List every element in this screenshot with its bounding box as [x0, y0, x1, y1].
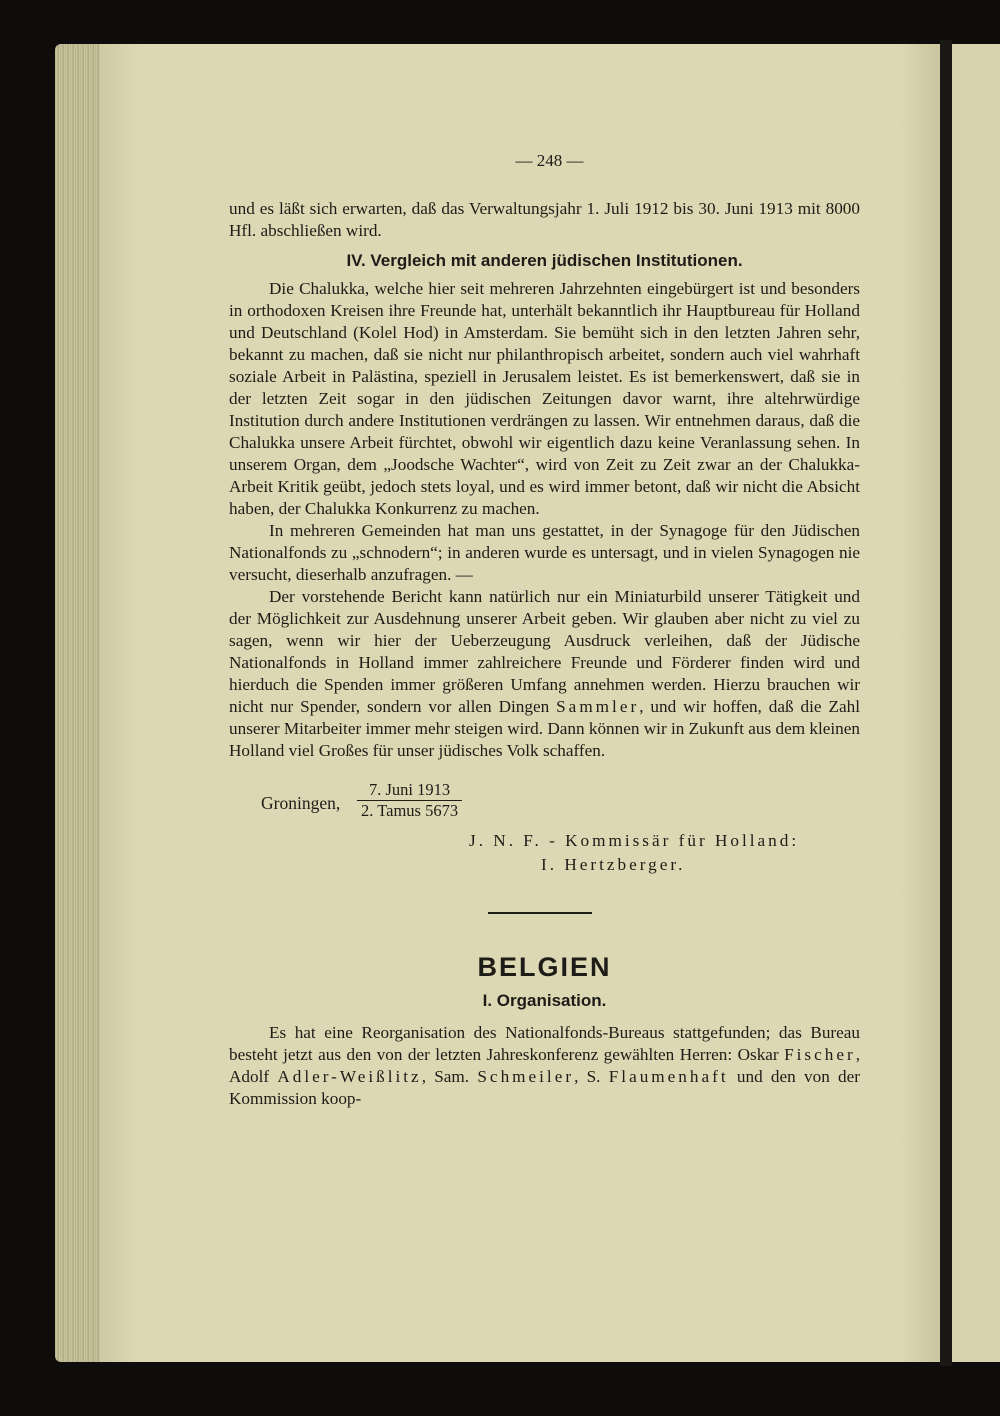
- signer-title: J. N. F. - Kommissär für Holland:: [469, 831, 800, 850]
- paragraph-text: , Adolf: [229, 1045, 860, 1086]
- page-content: [229, 150, 860, 1110]
- paragraph-conclusion: [229, 586, 860, 762]
- paragraph-text: , S.: [574, 1067, 609, 1086]
- book-gutter: [940, 40, 952, 1366]
- signer-name: I. Hertzberger.: [541, 855, 686, 874]
- paragraph-text: , und wir hoffen, daß die Zahl unserer Mitarbeiter immer mehr steigen wird. Dann können wir in Zukunft aus dem kleinen Holland viel Großes für unser jüdisches Volk schaffen.: [229, 697, 860, 760]
- section-heading: IV. Vergleich mit anderen jüdischen Institutionen.: [346, 251, 743, 270]
- country-heading: BELGIEN: [477, 952, 612, 982]
- signature-place: Groningen,: [261, 793, 341, 813]
- facing-page-edge: [952, 44, 1000, 1362]
- organ-name: „Joodsche Wachter“: [383, 455, 525, 474]
- date-fraction: [357, 780, 462, 821]
- date-hebrew: 2. Tamus 5673: [357, 800, 462, 821]
- person-name: Flaumenhaft: [608, 1067, 729, 1086]
- paragraph-text: Es hat eine Reorganisation des Nationalfonds-Bureaus stattgefunden; das Bureau besteht jetzt aus den von der letzten Jahreskonferenz gewählten Herren: Oskar: [229, 1023, 860, 1064]
- person-name: Schmeiler: [477, 1067, 575, 1086]
- section-divider: [488, 912, 592, 914]
- paragraph-text: , wird von Zeit zu Zeit zwar an der Chalukka-Arbeit Kritik geübt, jedoch stets loyal, und es wird immer betont, daß wir nicht die Absicht haben, der Chalukka Konkurrenz zu machen.: [229, 455, 860, 518]
- emphasis-sammler: Sammler: [556, 697, 640, 716]
- paragraph-text: , Sam.: [421, 1067, 478, 1086]
- page-number: — 248 —: [515, 151, 584, 170]
- paragraph-synagogues: In mehreren Gemeinden hat man uns gestattet, in der Synagoge für den Jüdischen Nationalfonds zu „schnodern“; in anderen wurde es untersagt, und in vielen Synagogen nie versucht, dieserhalb anzufragen. —: [229, 521, 860, 584]
- paragraph-belgium: [229, 1022, 860, 1110]
- date-gregorian: 7. Juni 1913: [368, 780, 451, 799]
- paragraph-text: Die Chalukka, welche hier seit mehreren Jahrzehnten eingebürgert ist und besonders in orthodoxen Kreisen ihre Freunde hat, unterhält bekanntlich ihr Hauptbureau für Holland und Deutschland (Kolel Hod) in Amsterdam. Sie bemüht sich in den letzten Jahren sehr, bekannt zu machen, daß sie nicht nur philanthropisch arbeitet, sondern auch viel wahrhaft soziale Arbeit in Palästina, speziell in Jerusalem leistet. Es ist bemerkenswert, daß sie in der letzten Zeit sogar in den jüdischen Zeitungen davor warnt, ihre altehrwürdige Institution durch andere Institutionen verdrängen zu lassen. Wir entnehmen daraus, daß die Chalukka unsere Arbeit fürchtet, obwohl wir eigentlich dazu keine Veranlassung sehen. In unserem Organ, dem: [229, 279, 860, 474]
- person-name: Fischer: [784, 1045, 856, 1064]
- organisation-heading: I. Organisation.: [482, 991, 607, 1010]
- intro-paragraph: und es läßt sich erwarten, daß das Verwaltungsjahr 1. Juli 1912 bis 30. Juni 1913 mit 8000 Hfl. abschließen wird.: [229, 199, 860, 240]
- paragraph-text: Der vorstehende Bericht kann natürlich nur ein Miniaturbild unserer Tätigkeit und der Möglichkeit zur Ausdehnung unserer Arbeit geben. Wir glauben aber nicht zu viel zu sagen, wenn wir hier der Ueberzeugung Ausdruck verleihen, daß der Jüdische Nationalfonds in Holland immer zahlreichere Freunde und Förderer finden wird und hierduch die Spenden immer größeren Umfang annehmen werden. Hierzu brauchen wir nicht nur Spender, sondern vor allen Dingen: [229, 587, 860, 716]
- person-name: Adler-Weißlitz: [277, 1067, 422, 1086]
- signature-block: [229, 770, 860, 880]
- paragraph-text: und den von der Kommission koop-: [229, 1067, 861, 1108]
- paragraph-chalukka: [229, 278, 860, 520]
